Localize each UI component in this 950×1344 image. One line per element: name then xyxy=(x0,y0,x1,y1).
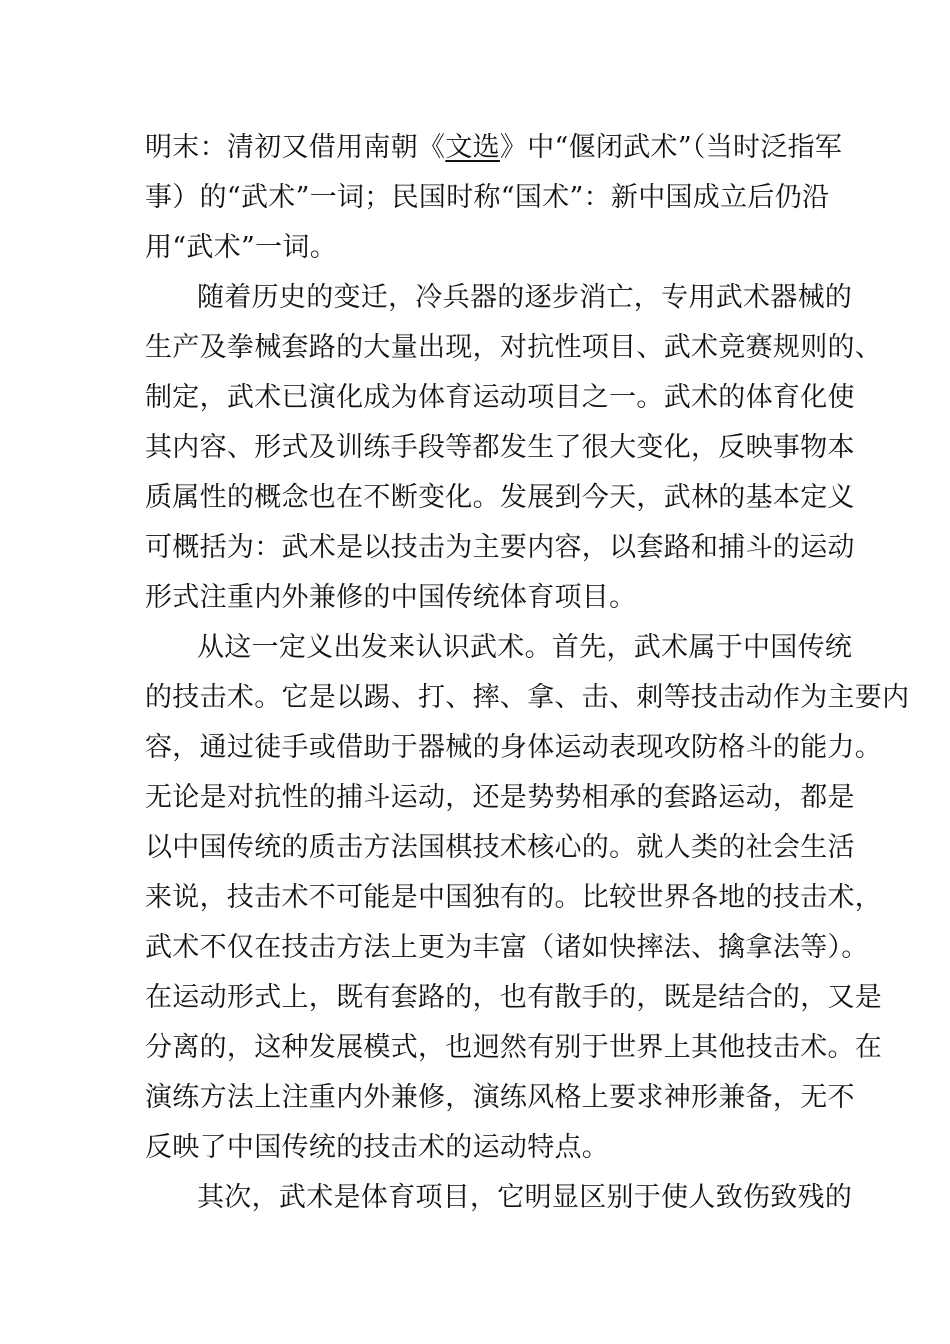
text-line: 可概括为：武术是以技击为主要内容，以套路和捕斗的运动 xyxy=(145,532,855,563)
text-line: 反映了中国传统的技击术的运动特点。 xyxy=(145,1132,610,1163)
underlined-title: 文选 xyxy=(445,132,500,163)
line-segment: 明末：清初又借用南朝《 xyxy=(145,132,446,163)
text-line: 演练方法上注重内外兼修，演练风格上要求神形兼备，无不 xyxy=(145,1082,855,1113)
text-line: 质属性的概念也在不断变化。发展到今天，武林的基本定义 xyxy=(145,482,855,513)
text-line xyxy=(145,132,842,164)
text-line: 其次，武术是体育项目，它明显区别于使人致伤致残的 xyxy=(197,1182,853,1213)
text-line: 从这一定义出发来认识武术。首先，武术属于中国传统 xyxy=(197,632,853,663)
text-line: 无论是对抗性的捕斗运动，还是势势相承的套路运动，都是 xyxy=(145,782,855,813)
text-line: 分离的，这种发展模式，也迥然有别于世界上其他技击术。在 xyxy=(145,1032,883,1063)
text-line: 容，通过徒手或借助于器械的身体运动表现攻防格斗的能力。 xyxy=(145,732,883,763)
text-line: 制定，武术已演化成为体育运动项目之一。武术的体育化使 xyxy=(145,382,855,413)
text-line: 随着历史的变迁，冷兵器的逐步消亡，专用武术器械的 xyxy=(197,282,853,313)
text-line: 武术不仅在技击方法上更为丰富（诸如快摔法、擒拿法等）。 xyxy=(145,932,869,963)
text-line: 其内容、形式及训练手段等都发生了很大变化，反映事物本 xyxy=(145,432,855,463)
text-line: 的技击术。它是以踢、打、摔、拿、击、刺等技击动作为主要内 xyxy=(145,682,910,713)
text-line: 生产及拳械套路的大量出现，对抗性项目、武术竞赛规则的、 xyxy=(145,332,883,363)
text-line: 以中国传统的质击方法国棋技术核心的。就人类的社会生活 xyxy=(145,832,855,863)
text-line: 在运动形式上，既有套路的，也有散手的，既是结合的，又是 xyxy=(145,982,883,1013)
line-segment: 》中“偃闭武术”（当时泛指军 xyxy=(499,132,843,163)
text-line: 事）的“武术”一词；民国时称“国术”：新中国成立后仍沿 xyxy=(145,182,830,213)
text-line: 来说，技击术不可能是中国独有的。比较世界各地的技击术， xyxy=(145,882,883,913)
text-line: 形式注重内外兼修的中国传统体育项目。 xyxy=(145,582,637,613)
text-line: 用“武术”一词。 xyxy=(145,232,338,263)
